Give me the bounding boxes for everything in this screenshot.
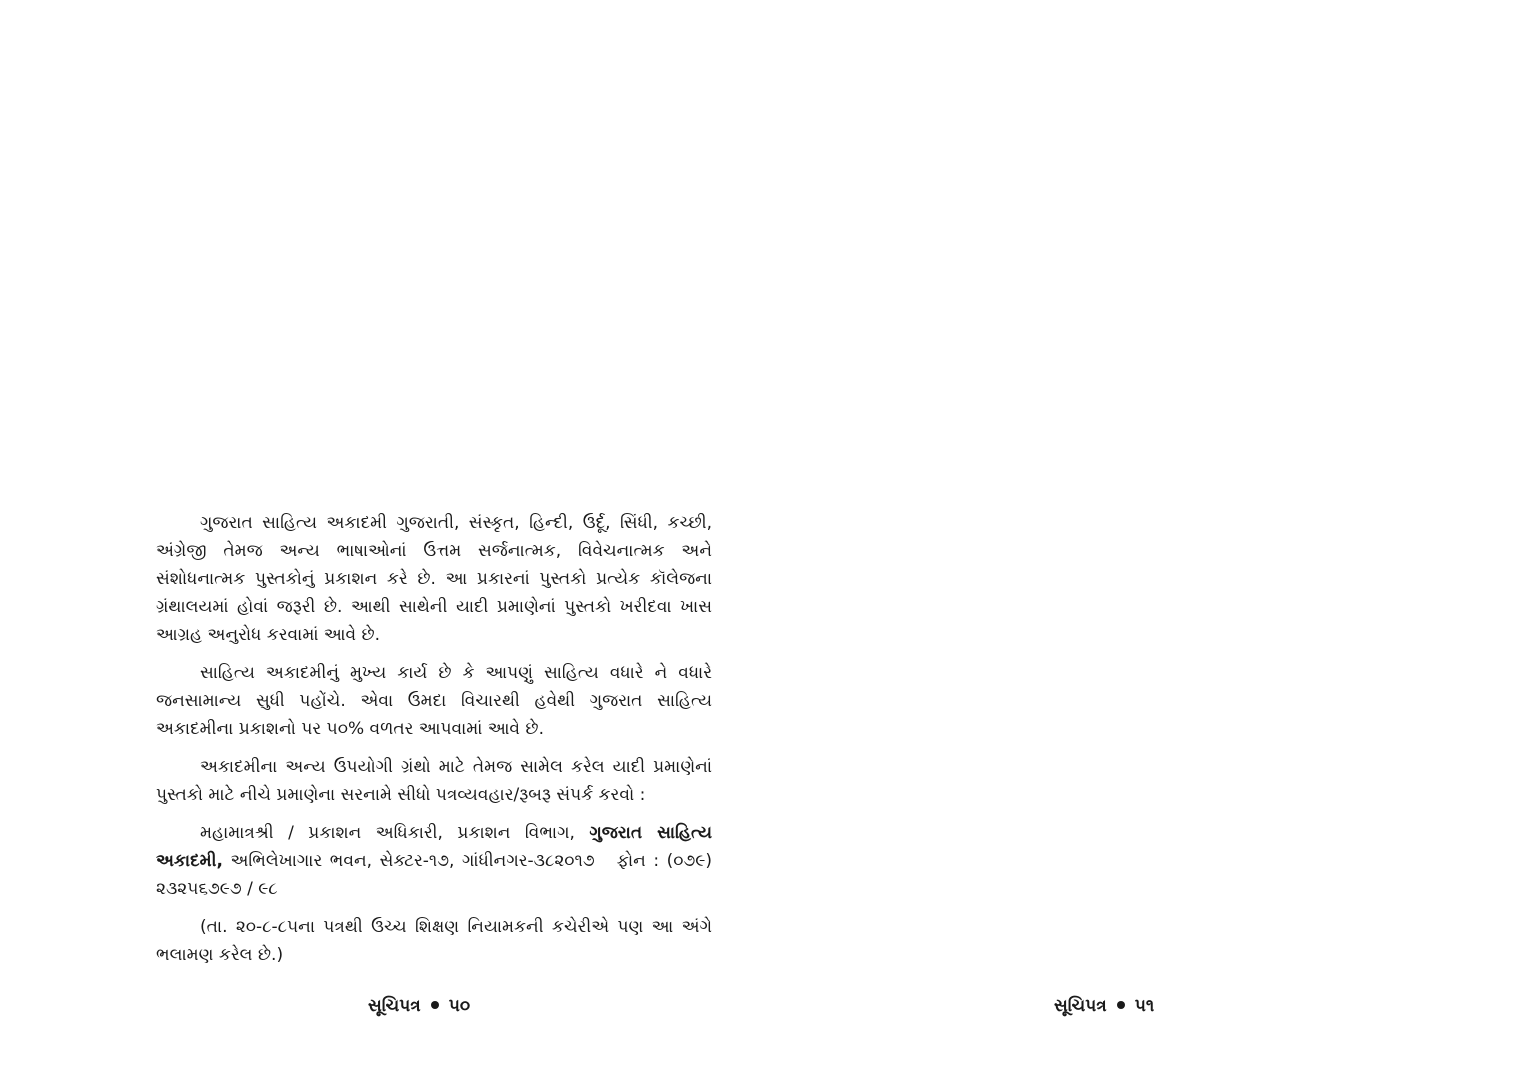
- page-number: ૫૧: [1134, 996, 1155, 1016]
- organization-name: ગુજરાત સાહિત્ય અકાદમી,: [156, 823, 712, 871]
- page-number: ૫૦: [448, 996, 471, 1016]
- paragraph-contact: અકાદમીના અન્ય ઉપયોગી ગ્રંથો માટે તેમજ સામેલ કરેલ યાદી પ્રમાણેનાં પુસ્તકો માટે નીચે પ્રમાણેના સરનામે સીધો પત્રવ્યવહાર/રૂબરૂ સંપર્ક કરવો :: [156, 757, 712, 805]
- body-text: [156, 509, 712, 979]
- footer-title: સૂચિપત્ર: [368, 996, 421, 1016]
- footer-title: સૂચિપત્ર: [1054, 996, 1107, 1016]
- paragraph-discount: સાહિત્ય અકાદમીનું મુખ્ય કાર્ય છે કે આપણું સાહિત્ય વધારે ને વધારે જનસામાન્ય સુધી પહોંચે. એવા ઉમદા વિચારથી હવેથી ગુજરાત સાહિત્ય અકાદમીના પ્રકાશનો પર ૫૦% વળતર આપવામાં આવે છે.: [156, 663, 712, 739]
- recommendation-note: (તા. ૨૦-૮-૮૫ના પત્રથી ઉચ્ચ શિક્ષણ નિયામકની કચેરીએ પણ આ અંગે ભલામણ કરેલ છે.): [156, 917, 712, 965]
- right-page: [768, 0, 1536, 1086]
- bullet-icon: [431, 1001, 439, 1009]
- address-location: અભિલેખાગાર ભવન, સેક્ટર-૧૭, ગાંધીનગર-૩૮૨૦૧૭: [222, 851, 595, 871]
- page-footer-left: [368, 996, 470, 1016]
- phone-number: (૦૭૯) ૨૩૨૫૬૭૯૭ / ૯૮: [156, 851, 713, 899]
- paragraph-intro: ગુજરાત સાહિત્ય અકાદમી ગુજરાતી, સંસ્કૃત, હિન્દી, ઉર્દૂ, સિંધી, કચ્છી, અંગ્રેજી તેમજ અન્ય ભાષાઓનાં ઉત્તમ સર્જનાત્મક, વિવેચનાત્મક અને સંશોધનાત્મક પુસ્તકોનું પ્રકાશન કરે છે. આ પ્રકારનાં પુસ્તકો પ્રત્યેક કૉલેજના ગ્રંથાલયમાં હોવાં જરૂરી છે. આથી સાથેની યાદી પ્રમાણેનાં પુસ્તકો ખરીદવા ખાસ આગ્રહ અનુરોધ કરવામાં આવે છે.: [156, 513, 712, 645]
- page-footer-right: [1054, 996, 1154, 1016]
- phone-label: ફોન :: [616, 851, 660, 871]
- bullet-icon: [1117, 1001, 1125, 1009]
- address-prefix: મહામાત્રશ્રી / પ્રકાશન અધિકારી, પ્રકાશન વિભાગ,: [200, 823, 590, 843]
- address-block: [156, 819, 712, 903]
